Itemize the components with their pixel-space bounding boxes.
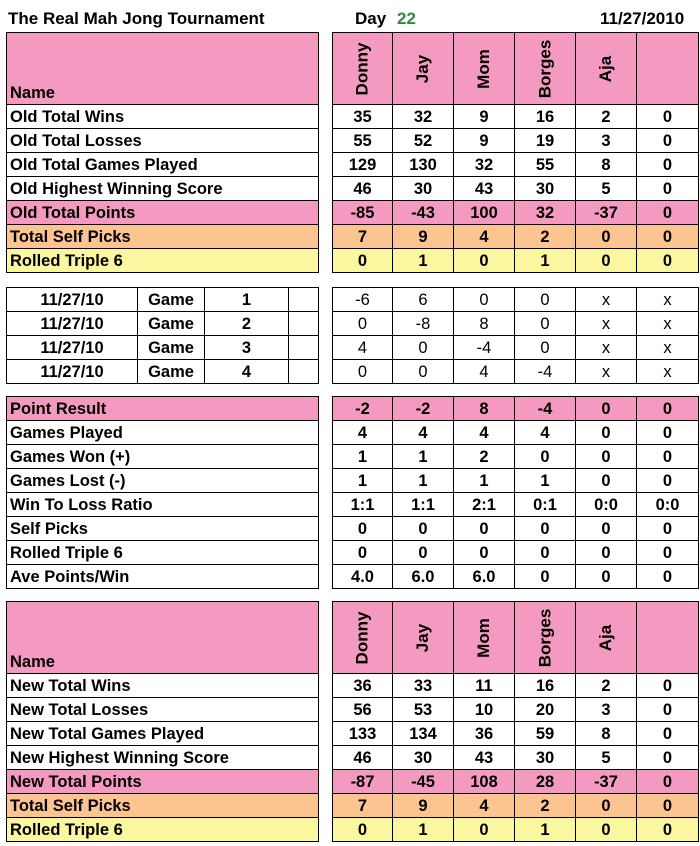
stat-label: Rolled Triple 6 (7, 541, 319, 565)
stat-label: New Highest Winning Score (7, 746, 319, 770)
games-left-table (6, 287, 319, 384)
stat-value: 0 (637, 225, 699, 249)
game-scores-row (333, 336, 699, 360)
stat-row (7, 153, 319, 177)
stat-value: 33 (393, 674, 454, 698)
stat-values-row (333, 469, 699, 493)
stat-value: 9 (393, 794, 454, 818)
game-score: 4 (333, 336, 393, 360)
stat-value: 3 (576, 698, 637, 722)
stat-value: 3 (576, 129, 637, 153)
stat-value: 0 (637, 469, 699, 493)
stat-value: 4 (454, 421, 515, 445)
stat-values-row (333, 770, 699, 794)
stat-value: 0 (576, 225, 637, 249)
stat-label: New Total Points (7, 770, 319, 794)
stat-row (7, 397, 319, 421)
old-stats-values (332, 32, 699, 273)
stat-label: Point Result (7, 397, 319, 421)
stat-value: 130 (393, 153, 454, 177)
stat-values-row (333, 177, 699, 201)
stat-value: 134 (393, 722, 454, 746)
stat-label: Win To Loss Ratio (7, 493, 319, 517)
stat-values-row (333, 105, 699, 129)
player-header (333, 602, 393, 674)
stat-value: -2 (333, 397, 393, 421)
player-header (576, 602, 637, 674)
game-scores-row (333, 312, 699, 336)
stat-value: 100 (454, 201, 515, 225)
name-header: Name (7, 33, 319, 105)
game-row (7, 336, 319, 360)
stat-value: -45 (393, 770, 454, 794)
stat-values-row (333, 818, 699, 842)
stat-label: Rolled Triple 6 (7, 818, 319, 842)
stat-label: Old Total Losses (7, 129, 319, 153)
player-header (454, 602, 515, 674)
stat-row (7, 129, 319, 153)
stat-value: 1 (393, 249, 454, 273)
stat-value: 55 (333, 129, 393, 153)
stat-value: 133 (333, 722, 393, 746)
stat-row (7, 249, 319, 273)
stat-value: 0 (637, 794, 699, 818)
report-header (0, 0, 700, 32)
stat-value: 0 (637, 445, 699, 469)
stat-row (7, 770, 319, 794)
stat-values-row (333, 746, 699, 770)
game-score: 0 (454, 288, 515, 312)
stat-value: 0 (333, 249, 393, 273)
stat-value: 1 (515, 818, 576, 842)
stat-label: Old Total Points (7, 201, 319, 225)
stat-value: 4 (454, 225, 515, 249)
game-score: 0 (333, 312, 393, 336)
old-stats-labels (6, 32, 319, 273)
stat-value: 0:1 (515, 493, 576, 517)
stat-value: 0 (576, 541, 637, 565)
stat-value: 30 (515, 177, 576, 201)
stat-value: 4 (454, 794, 515, 818)
stat-value: 0 (637, 397, 699, 421)
game-score: x (637, 360, 699, 384)
stat-value: 11 (454, 674, 515, 698)
game-score: x (576, 312, 637, 336)
stat-value: 6.0 (454, 565, 515, 589)
player-name: Donny (352, 611, 372, 664)
stat-value: 7 (333, 794, 393, 818)
stat-row (7, 794, 319, 818)
stat-value: 4.0 (333, 565, 393, 589)
player-header (515, 602, 576, 674)
stat-value: 9 (454, 129, 515, 153)
stat-values-row (333, 674, 699, 698)
stat-value: 0 (393, 541, 454, 565)
stat-value: 2 (454, 445, 515, 469)
stat-value: 0 (637, 770, 699, 794)
stat-values-row (333, 493, 699, 517)
game-number: 2 (205, 312, 289, 336)
stat-value: 0 (576, 469, 637, 493)
stat-label: Games Lost (-) (7, 469, 319, 493)
stat-value: -37 (576, 201, 637, 225)
game-blank (289, 336, 319, 360)
stat-value: 1 (333, 469, 393, 493)
stat-value: 55 (515, 153, 576, 177)
stat-value: 43 (454, 177, 515, 201)
stat-value: 30 (393, 746, 454, 770)
game-date: 11/27/10 (7, 312, 138, 336)
stat-value: 30 (393, 177, 454, 201)
player-header (576, 33, 637, 105)
game-row (7, 312, 319, 336)
stat-value: 4 (515, 421, 576, 445)
stat-value: 32 (393, 105, 454, 129)
player-header (515, 33, 576, 105)
game-label: Game (138, 360, 205, 384)
stat-value: 0 (637, 249, 699, 273)
game-row (7, 288, 319, 312)
game-score: 0 (515, 312, 576, 336)
player-header (393, 602, 454, 674)
game-score: 0 (333, 360, 393, 384)
stat-value: 1 (454, 469, 515, 493)
player-header (637, 602, 699, 674)
stat-value: 0 (637, 818, 699, 842)
stat-value: 0 (576, 445, 637, 469)
stat-row (7, 225, 319, 249)
player-header (454, 33, 515, 105)
stat-value: 0 (637, 722, 699, 746)
stat-value: 2:1 (454, 493, 515, 517)
player-header-row (333, 602, 699, 674)
game-score: -4 (454, 336, 515, 360)
player-header (393, 33, 454, 105)
stat-value: 0 (637, 177, 699, 201)
stat-value: 0 (576, 818, 637, 842)
stat-value: 1 (393, 445, 454, 469)
game-label: Game (138, 336, 205, 360)
new-stats-values (332, 601, 699, 842)
stat-value: 35 (333, 105, 393, 129)
stat-value: 59 (515, 722, 576, 746)
stat-row (7, 493, 319, 517)
stat-values-row (333, 249, 699, 273)
stat-value: 2 (515, 225, 576, 249)
stat-value: 8 (576, 153, 637, 177)
stat-value: 5 (576, 177, 637, 201)
player-header (637, 33, 699, 105)
player-name: Jay (413, 623, 432, 652)
day-value: 22 (397, 9, 416, 28)
stat-row (7, 177, 319, 201)
stat-value: 0 (393, 517, 454, 541)
stat-value: 2 (576, 674, 637, 698)
stat-value: 1 (333, 445, 393, 469)
game-score: x (576, 336, 637, 360)
game-score: -8 (393, 312, 454, 336)
game-blank (289, 288, 319, 312)
stat-value: -43 (393, 201, 454, 225)
stat-value: 0 (454, 517, 515, 541)
stat-value: 0 (515, 517, 576, 541)
stat-value: 0 (454, 249, 515, 273)
stat-value: 0 (637, 201, 699, 225)
stat-value: 8 (576, 722, 637, 746)
stat-value: 43 (454, 746, 515, 770)
stat-row (7, 201, 319, 225)
stat-value: -37 (576, 770, 637, 794)
game-score: x (637, 336, 699, 360)
game-score: x (637, 312, 699, 336)
stat-value: 10 (454, 698, 515, 722)
stat-value: 0 (454, 818, 515, 842)
stat-label: New Total Games Played (7, 722, 319, 746)
game-date: 11/27/10 (7, 360, 138, 384)
stat-value: 0 (637, 746, 699, 770)
player-name: Donny (352, 42, 372, 95)
stat-values-row (333, 794, 699, 818)
stat-value: 36 (333, 674, 393, 698)
stat-value: 9 (454, 105, 515, 129)
stat-value: -2 (393, 397, 454, 421)
stat-value: 53 (393, 698, 454, 722)
game-blank (289, 360, 319, 384)
stat-label: Old Highest Winning Score (7, 177, 319, 201)
stat-value: 0 (576, 565, 637, 589)
stat-value: 1 (393, 469, 454, 493)
game-number: 4 (205, 360, 289, 384)
stat-value: 0 (515, 541, 576, 565)
stat-value: 0 (637, 421, 699, 445)
stat-value: 1 (515, 249, 576, 273)
stat-row (7, 445, 319, 469)
game-score: 0 (515, 336, 576, 360)
stat-value: 4 (393, 421, 454, 445)
stat-value: 0 (576, 397, 637, 421)
game-score: -6 (333, 288, 393, 312)
stat-values-row (333, 225, 699, 249)
stat-value: 4 (333, 421, 393, 445)
stat-value: 19 (515, 129, 576, 153)
stat-row (7, 541, 319, 565)
stat-label: Self Picks (7, 517, 319, 541)
stat-value: 0 (637, 541, 699, 565)
stat-value: 1 (515, 469, 576, 493)
day-results-labels (6, 396, 319, 589)
game-score: x (576, 288, 637, 312)
stat-label: Rolled Triple 6 (7, 249, 319, 273)
game-score: 8 (454, 312, 515, 336)
stat-row (7, 517, 319, 541)
stat-value: 30 (515, 746, 576, 770)
name-header: Name (7, 602, 319, 674)
game-score: x (637, 288, 699, 312)
stat-value: 0 (637, 129, 699, 153)
game-date: 11/27/10 (7, 288, 138, 312)
game-date: 11/27/10 (7, 336, 138, 360)
stat-value: 0:0 (637, 493, 699, 517)
stat-values-row (333, 698, 699, 722)
player-name: Aja (596, 55, 615, 82)
games-scores-table (332, 287, 699, 384)
game-scores-row (333, 288, 699, 312)
stat-value: 129 (333, 153, 393, 177)
report-title: The Real Mah Jong Tournament (8, 9, 265, 28)
stat-value: 0 (637, 517, 699, 541)
game-score: x (576, 360, 637, 384)
game-label: Game (138, 312, 205, 336)
stat-value: 52 (393, 129, 454, 153)
stat-value: 1:1 (393, 493, 454, 517)
stat-values-row (333, 565, 699, 589)
game-score: -4 (515, 360, 576, 384)
player-name: Borges (534, 608, 554, 667)
stat-value: 0 (576, 421, 637, 445)
stat-values-row (333, 397, 699, 421)
stat-value: 20 (515, 698, 576, 722)
stat-label: Total Self Picks (7, 225, 319, 249)
stat-value: 32 (515, 201, 576, 225)
stat-row (7, 818, 319, 842)
stat-value: 0 (333, 517, 393, 541)
stat-label: Old Total Wins (7, 105, 319, 129)
player-name: Aja (596, 624, 615, 651)
stat-values-row (333, 445, 699, 469)
stat-value: 0 (576, 517, 637, 541)
day-results-values (332, 396, 699, 589)
stat-value: 0 (454, 541, 515, 565)
stat-value: -85 (333, 201, 393, 225)
stat-label: Games Won (+) (7, 445, 319, 469)
stat-value: 0 (515, 565, 576, 589)
stat-value: 36 (454, 722, 515, 746)
stat-value: 1 (393, 818, 454, 842)
stat-row (7, 565, 319, 589)
stat-values-row (333, 153, 699, 177)
report-date: 11/27/2010 (600, 9, 685, 28)
stat-value: 16 (515, 105, 576, 129)
stat-value: 32 (454, 153, 515, 177)
stat-value: 8 (454, 397, 515, 421)
stat-value: 0 (576, 249, 637, 273)
stat-values-row (333, 201, 699, 225)
game-row (7, 360, 319, 384)
game-scores-row (333, 360, 699, 384)
stat-row (7, 746, 319, 770)
stat-row (7, 698, 319, 722)
game-score: 0 (393, 360, 454, 384)
game-score: 6 (393, 288, 454, 312)
stat-value: 0 (637, 698, 699, 722)
stat-label: New Total Losses (7, 698, 319, 722)
stat-value: 0 (333, 818, 393, 842)
stat-row (7, 722, 319, 746)
game-blank (289, 312, 319, 336)
stat-value: 0 (637, 565, 699, 589)
stat-row (7, 421, 319, 445)
game-label: Game (138, 288, 205, 312)
stat-label: Old Total Games Played (7, 153, 319, 177)
stat-value: 46 (333, 177, 393, 201)
header-row (7, 33, 319, 105)
player-name: Mom (473, 48, 493, 89)
stat-values-row (333, 722, 699, 746)
game-number: 3 (205, 336, 289, 360)
player-header (333, 33, 393, 105)
player-name: Mom (473, 617, 493, 658)
stat-row (7, 674, 319, 698)
game-score: 4 (454, 360, 515, 384)
stat-label: Total Self Picks (7, 794, 319, 818)
game-number: 1 (205, 288, 289, 312)
player-name: Borges (534, 39, 554, 98)
player-name: Jay (413, 54, 432, 83)
stat-value: 0 (333, 541, 393, 565)
stat-row (7, 469, 319, 493)
stat-value: 0 (637, 105, 699, 129)
stat-value: 16 (515, 674, 576, 698)
stat-value: 1:1 (333, 493, 393, 517)
stat-values-row (333, 129, 699, 153)
stat-value: -87 (333, 770, 393, 794)
stat-value: 0 (637, 153, 699, 177)
game-score: 0 (515, 288, 576, 312)
stat-label: New Total Wins (7, 674, 319, 698)
stat-value: 0 (637, 674, 699, 698)
stat-value: 5 (576, 746, 637, 770)
stat-row (7, 105, 319, 129)
stat-values-row (333, 421, 699, 445)
stat-value: 0:0 (576, 493, 637, 517)
stat-value: 6.0 (393, 565, 454, 589)
stat-value: 56 (333, 698, 393, 722)
stat-values-row (333, 517, 699, 541)
game-score: 0 (393, 336, 454, 360)
stat-value: 28 (515, 770, 576, 794)
stat-value: 7 (333, 225, 393, 249)
day-label: Day (355, 9, 387, 28)
stat-value: 2 (576, 105, 637, 129)
stat-value: 108 (454, 770, 515, 794)
stat-value: 46 (333, 746, 393, 770)
stat-values-row (333, 541, 699, 565)
new-stats-labels (6, 601, 319, 842)
stat-label: Games Played (7, 421, 319, 445)
header-row (7, 602, 319, 674)
stat-value: 0 (576, 794, 637, 818)
stat-value: 0 (515, 445, 576, 469)
stat-value: 2 (515, 794, 576, 818)
stat-value: 9 (393, 225, 454, 249)
player-header-row (333, 33, 699, 105)
stat-label: Ave Points/Win (7, 565, 319, 589)
stat-value: -4 (515, 397, 576, 421)
